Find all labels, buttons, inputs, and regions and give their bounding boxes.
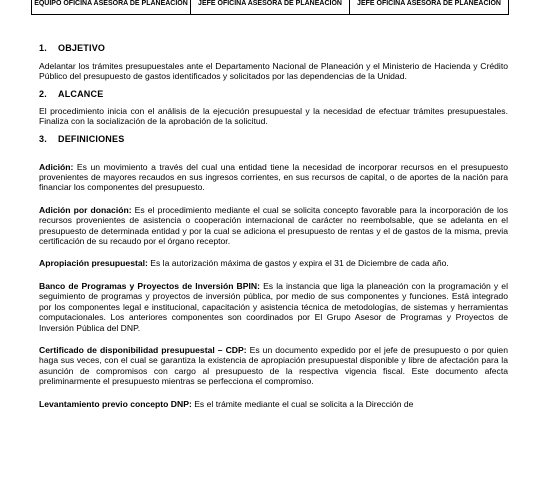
- section-heading: DEFINICIONES: [58, 133, 125, 144]
- definitions-list: [39, 162, 508, 409]
- definition-adicion: [39, 162, 508, 193]
- section-number: 3.: [39, 133, 47, 144]
- definition-text: Es un movimiento a través del cual una entidad tiene la necesidad de incorporar recursos en el presupuesto provenientes de mayores recaudos en sus ingresos corrientes, en sus recursos de capital, o de aportes de la nación para financiar los componentes del presupuesto.: [39, 161, 508, 193]
- header-cell-jefe-1: JEFE OFICINA ASESORA DE PLANEACIÓN: [191, 0, 350, 15]
- definition-bpin: [39, 281, 508, 333]
- definition-term: Certificado de disponibilidad presupuestal – CDP:: [39, 344, 247, 355]
- section-number: 1.: [39, 43, 47, 53]
- definition-apropiacion: [39, 258, 508, 268]
- section-title-objetivo: [39, 43, 508, 53]
- document-body: [39, 43, 508, 409]
- definition-text: Es la instancia que liga la planeación con la programación y el seguimiento de programas y proyectos de inversión pública, por medio de sus componentes y funciones. Está integrado por los componentes legal e institucional, capacitación y asistencia técnica de metodologías, de sistemas y herramientas computacionales. Los anteriores componentes son coordinados por El Grupo Asesor de Programas y Proyectos de Inversión Pública del DNP.: [39, 280, 508, 333]
- definition-term: Banco de Programas y Proyectos de Inversión BPIN:: [39, 280, 260, 291]
- header-cell-jefe-2: JEFE OFICINA ASESORA DE PLANEACIÓN: [350, 0, 509, 15]
- approval-header-row: [32, 0, 509, 15]
- section-heading: OBJETIVO: [58, 43, 106, 53]
- definition-levantamiento: [39, 399, 508, 409]
- definition-text: Es un documento expedido por el jefe de presupuesto o por quien haga sus veces, con el cual se garantiza la existencia de apropiación presupuestal disponible y libre de afectación para la asunción de compromisos con cargo al presupuesto de la respectiva vigencia fiscal. Este documento afecta preliminarmente el presupuesto mientras se perfecciona el compromiso.: [39, 344, 508, 387]
- section-number: 2.: [39, 88, 47, 99]
- objetivo-text: Adelantar los trámites presupuestales ante el Departamento Nacional de Planeación y el Ministerio de Hacienda y Crédito Público del presupuesto de gastos identificados y solicitados por las dependencias de la Unidad.: [39, 61, 508, 82]
- definition-term: Apropiación presupuestal:: [39, 258, 148, 269]
- header-cell-equipo: EQUIPO OFICINA ASESORA DE PLANEACIÓN: [32, 0, 191, 15]
- definition-text: Es el procedimiento mediante el cual se solicita concepto favorable para la incorporación de los recursos provenientes de asistencia o cooperación internacional de carácter no reembolsable, que se adelanta en el presupuesto de determinada entidad y por la cual se adiciona el presupuesto de rentas y el de gastos de la misma, previa certificación de su recaudo por el órgano receptor.: [39, 204, 509, 247]
- section-title-definiciones: [39, 134, 508, 144]
- section-heading: ALCANCE: [58, 88, 104, 99]
- definition-cdp: [39, 345, 508, 387]
- definition-text: Es el trámite mediante el cual se solicita a la Dirección de: [191, 398, 414, 409]
- definition-text: Es la autorización máxima de gastos y expira el 31 de Diciembre de cada año.: [147, 258, 449, 269]
- definition-adicion-donacion: [39, 205, 508, 247]
- section-title-alcance: [39, 89, 508, 99]
- alcance-text: El procedimiento inicia con el análisis de la ejecución presupuestal y la necesidad de efectuar trámites presupuestales. Finaliza con la socialización de la aprobación de la solicitud.: [39, 105, 508, 127]
- definition-term: Adición por donación:: [39, 204, 132, 215]
- approval-header-table: [31, 0, 509, 15]
- definition-term: Levantamiento previo concepto DNP:: [39, 398, 192, 409]
- definition-term: Adición:: [39, 161, 74, 172]
